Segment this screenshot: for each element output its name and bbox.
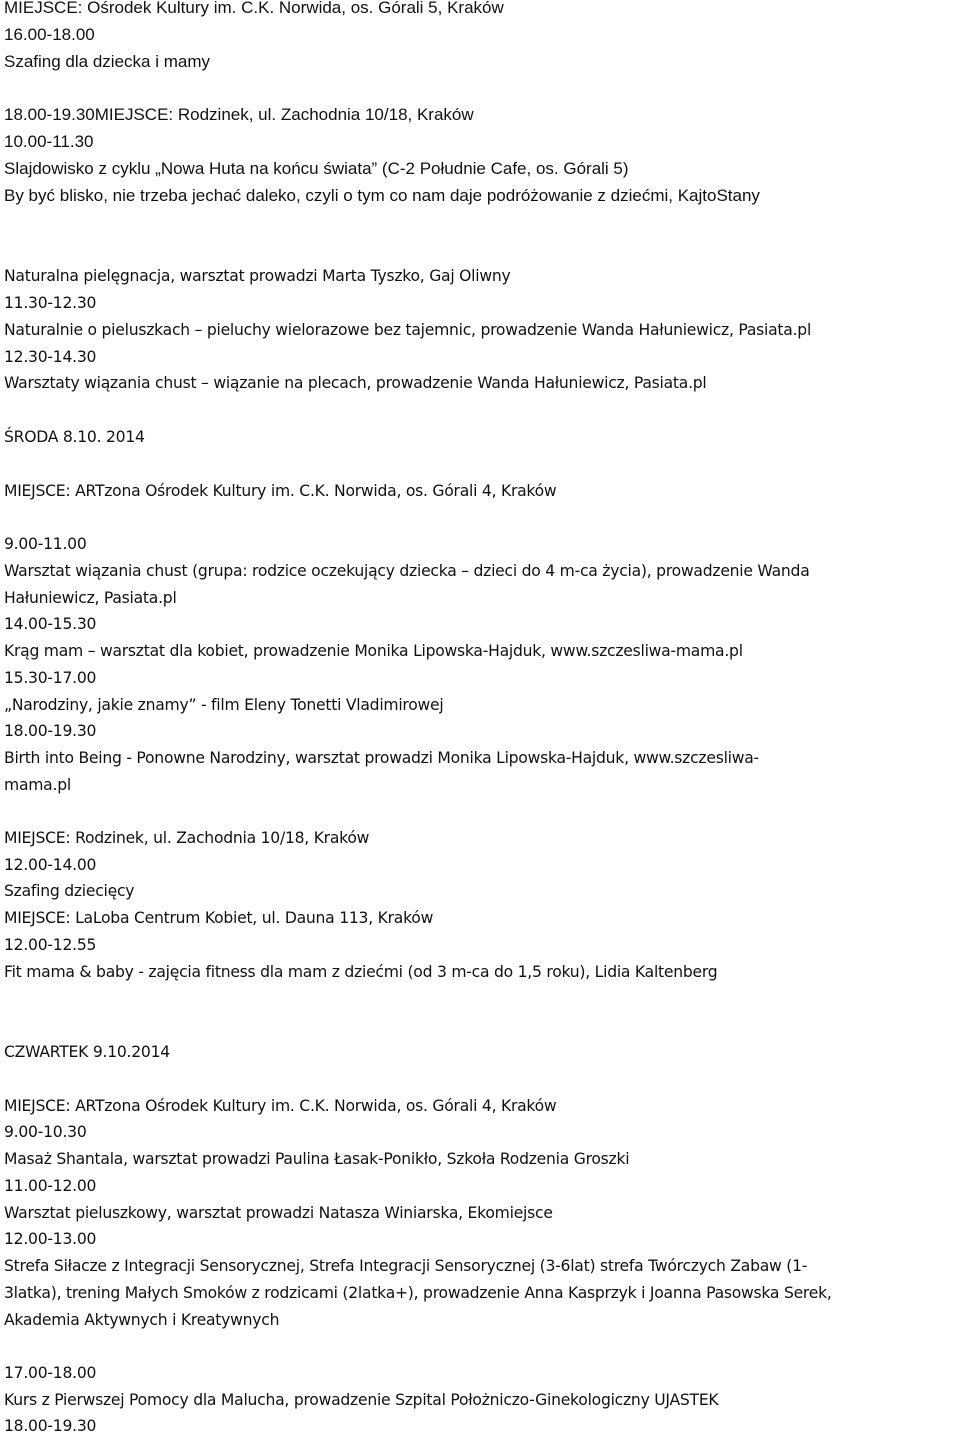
time-slot: 10.00-11.30 <box>4 132 94 151</box>
time-slot: 18.00-19.30 <box>4 722 97 740</box>
time-slot: 12.30-14.30 <box>4 348 97 366</box>
event-title-continued: mama.pl <box>4 776 71 794</box>
event-title: Kurs z Pierwszej Pomocy dla Malucha, prowadzenie Szpital Położniczo-Ginekologiczny UJASTEK <box>4 1391 719 1409</box>
event-title: Warsztat wiązania chust (grupa: rodzice oczekujący dziecka – dzieci do 4 m-ca życia), prowadzenie Wanda <box>4 562 810 580</box>
event-title-continued: Hałuniewicz, Pasiata.pl <box>4 589 177 607</box>
time-slot: 12.00-13.00 <box>4 1230 97 1248</box>
event-title: By być blisko, nie trzeba jechać daleko, czyli o tym co nam daje podróżowanie z dziećmi, KajtoStany <box>4 186 760 205</box>
time-slot: 14.00-15.30 <box>4 615 97 633</box>
day-heading: CZWARTEK 9.10.2014 <box>4 1043 170 1061</box>
event-title: Strefa Siłacze z Integracji Sensorycznej, Strefa Integracji Sensorycznej (3-6lat) strefa Twórczych Zabaw (1- <box>4 1257 808 1275</box>
event-title-continued: Akademia Aktywnych i Kreatywnych <box>4 1311 280 1329</box>
event-title: Naturalnie o pieluszkach – pieluchy wielorazowe bez tajemnic, prowadzenie Wanda Hałuniewicz, Pasiata.pl <box>4 321 812 339</box>
event-title: Naturalna pielęgnacja, warsztat prowadzi Marta Tyszko, Gaj Oliwny <box>4 267 511 285</box>
event-title: Warsztaty wiązania chust – wiązanie na plecach, prowadzenie Wanda Hałuniewicz, Pasiata.pl <box>4 374 707 392</box>
venue-line: MIEJSCE: Rodzinek, ul. Zachodnia 10/18, Kraków <box>4 829 370 847</box>
venue-line: MIEJSCE: ARTzona Ośrodek Kultury im. C.K. Norwida, os. Górali 4, Kraków <box>4 482 557 500</box>
time-slot: 11.30-12.30 <box>4 294 97 312</box>
event-title: Szafing dziecięcy <box>4 882 135 900</box>
time-slot: 15.30-17.00 <box>4 669 97 687</box>
time-slot: 18.00-19.30 <box>4 1417 97 1435</box>
time-slot: 11.00-12.00 <box>4 1177 97 1195</box>
time-and-venue-line: 18.00-19.30MIEJSCE: Rodzinek, ul. Zachodnia 10/18, Kraków <box>4 105 474 124</box>
time-slot: 12.00-12.55 <box>4 936 97 954</box>
event-title: Masaż Shantala, warsztat prowadzi Paulina Łasak-Ponikło, Szkoła Rodzenia Groszki <box>4 1150 630 1168</box>
event-title: Slajdowisko z cyklu „Nowa Huta na końcu świata” (C-2 Południe Cafe, os. Górali 5) <box>4 159 629 178</box>
event-title: Birth into Being - Ponowne Narodziny, warsztat prowadzi Monika Lipowska-Hajduk, www.szczesliwa- <box>4 749 759 767</box>
time-slot: 9.00-10.30 <box>4 1123 87 1141</box>
venue-line: MIEJSCE: LaLoba Centrum Kobiet, ul. Dauna 113, Kraków <box>4 909 434 927</box>
venue-line: MIEJSCE: ARTzona Ośrodek Kultury im. C.K. Norwida, os. Górali 4, Kraków <box>4 1097 557 1115</box>
event-title: Warsztat pieluszkowy, warsztat prowadzi Natasza Winiarska, Ekomiejsce <box>4 1204 553 1222</box>
time-slot: 16.00-18.00 <box>4 25 95 44</box>
day-heading: ŚRODA 8.10. 2014 <box>4 428 145 446</box>
event-title: Krąg mam – warsztat dla kobiet, prowadzenie Monika Lipowska-Hajduk, www.szczesliwa-mama.pl <box>4 642 743 660</box>
venue-line: MIEJSCE: Ośrodek Kultury im. C.K. Norwida, os. Górali 5, Kraków <box>4 0 504 17</box>
time-slot: 9.00-11.00 <box>4 535 87 553</box>
event-title-continued: 3latka), trening Małych Smoków z rodzicami (2latka+), prowadzenie Anna Kasprzyk i Joanna Pasowska Serek, <box>4 1284 832 1302</box>
time-slot: 17.00-18.00 <box>4 1364 97 1382</box>
event-title: „Narodziny, jakie znamy” - film Eleny Tonetti Vladimirowej <box>4 696 444 714</box>
time-slot: 12.00-14.00 <box>4 856 97 874</box>
event-title: Szafing dla dziecka i mamy <box>4 52 210 71</box>
event-title: Fit mama & baby - zajęcia fitness dla mam z dziećmi (od 3 m-ca do 1,5 roku), Lidia Kaltenberg <box>4 963 718 981</box>
